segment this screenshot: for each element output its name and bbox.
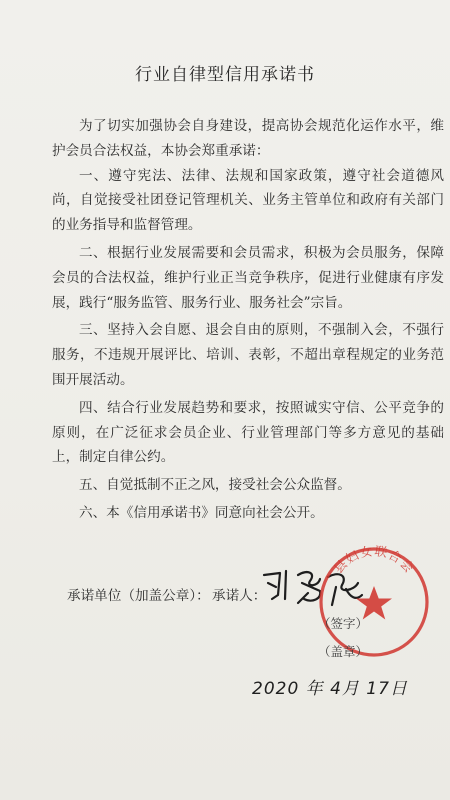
paragraph-4: 四、结合行业发展趋势和要求，按照诚实守信、公平竞争的原则，在广泛征求会员企业、行业管理部门等多方意见的基础上，制定自律公约。 — [52, 399, 444, 466]
paragraph-5: 五、自觉抵制不正之风，接受社会公众监督。 — [79, 477, 351, 494]
paragraph-1: 一、遵守宪法、法律、法规和国家政策，遵守社会道德风尚，自觉接受社团登记管理机关、业务主管单位和政府有关部门的业务指导和监督管理。 — [52, 167, 444, 234]
seal-note: （盖章） — [318, 644, 369, 659]
paragraph-6: 六、本《信用承诺书》同意向社会公开。 — [79, 504, 324, 521]
sign-note: （签字） — [318, 616, 369, 631]
seal-text: 县妇女联合会 — [330, 543, 418, 577]
paragraph-3: 三、坚持入会自愿、退会自由的原则，不强制入会，不强行服务，不违规开展评比、培训、表彰，不超出章程规定的业务范围开展活动。 — [52, 322, 444, 388]
signature-unit-label: 承诺单位（加盖公章）： — [67, 588, 210, 604]
signature-person-label: 承诺人： — [212, 588, 267, 604]
paragraph-2: 二、根据行业发展需要和会员需求，积极为会员服务，保障会员的合法权益，维护行业正当竞争秩序，促进行业健康有序发展，践行“服务监管、服务行业、服务社会”宗旨。 — [52, 244, 444, 311]
document-title: 行业自律型信用承诺书 — [135, 65, 315, 85]
handwritten-date: 2020 年 4月 17日 — [252, 679, 408, 699]
paragraph-intro: 为了切实加强协会自身建设，提高协会规范化运作水平，维护会员合法权益，本协会郑重承诺： — [52, 118, 444, 159]
document-body — [52, 114, 444, 526]
